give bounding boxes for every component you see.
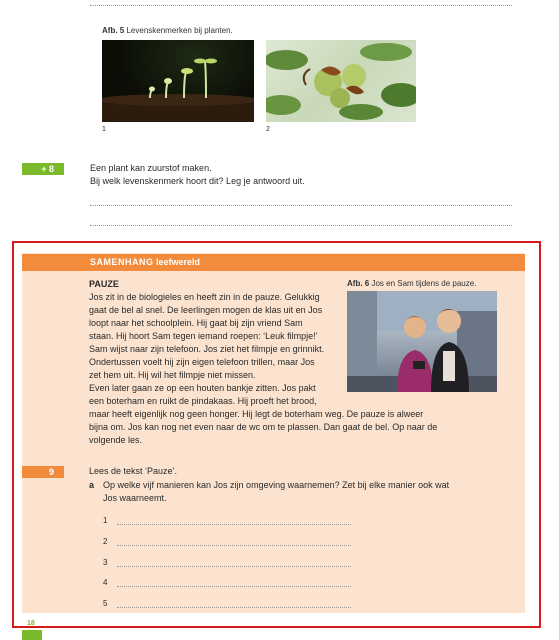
- question-9a-line2: Jos waarneemt.: [103, 493, 167, 503]
- question-9a-line1: Op welke vijf manieren kan Jos zijn omgeving waarnemen? Zet bij elke manier ook wat: [103, 480, 450, 490]
- answer-line[interactable]: [117, 586, 351, 587]
- answer-number: 4: [103, 578, 108, 587]
- question-8-badge: + 8: [22, 163, 64, 175]
- seedlings-photo: [102, 40, 254, 122]
- page-tab: [22, 630, 42, 640]
- plant-fruit-photo: [266, 40, 416, 122]
- figure5-caption-text: Levenskenmerken bij planten.: [126, 26, 233, 35]
- answer-line[interactable]: [90, 205, 512, 206]
- story-line: Even later gaan ze op een houten bankje zitten. Jos pakt: [89, 383, 316, 393]
- plant-fruit-illustration: [266, 40, 416, 122]
- answer-number: 5: [103, 599, 108, 608]
- answer-line[interactable]: [90, 225, 512, 226]
- question-8-line2: Bij welk levenskenmerk hoort dit? Leg je antwoord uit.: [90, 176, 305, 186]
- story-line: maar heeft eigenlijk nog geen honger. Hij legt de boterham weg. De pauze is alweer: [89, 409, 424, 419]
- story-line: loopt naar het schoolplein. Hij gaat bij zijn vriend Sam: [89, 318, 303, 328]
- question-8-line1: Een plant kan zuurstof maken.: [90, 163, 212, 173]
- story-line: Jos zit in de biologieles en heeft zin in de pauze. Gelukkig: [89, 292, 320, 302]
- answer-line: [90, 5, 512, 6]
- story-line: zet hem uit. Hij wil het filmpje niet missen.: [89, 370, 256, 380]
- figure6-caption-row: [347, 279, 476, 288]
- story-paragraph: [89, 291, 509, 447]
- answer-line[interactable]: [117, 545, 351, 546]
- seedlings-illustration: [102, 40, 254, 122]
- answer-line[interactable]: [117, 566, 351, 567]
- banner-subtitle: leefwereld: [156, 257, 201, 267]
- figure5-label: Afb. 5: [102, 26, 125, 35]
- story-line: een boterham en ruikt de pindakaas. Hij proeft het brood,: [89, 396, 317, 406]
- story-line: Sam wijst naar zijn telefoon. Jos ziet het filmpje en grinnikt.: [89, 344, 325, 354]
- samenhang-banner: [22, 254, 525, 271]
- photo1-number: 1: [102, 126, 106, 133]
- answer-line[interactable]: [117, 524, 351, 525]
- answer-number: 1: [103, 516, 108, 525]
- page-number: 18: [27, 620, 35, 627]
- story-line: staan. Hij hoort Sam tegen iemand roepen: ‘Leuk filmpje!’: [89, 331, 318, 341]
- figure6-caption-text: Jos en Sam tijdens de pauze.: [371, 279, 477, 288]
- story-line: bijna om. Jos kan nog net even naar de wc om te plassen. Dan gaat de bel. Op naar de: [89, 422, 438, 432]
- question-9a-letter: a: [89, 480, 95, 490]
- story-line: gaat de bel al snel. De leerlingen mogen de klas uit en Jos: [89, 305, 323, 315]
- answer-number: 3: [103, 558, 108, 567]
- answer-line[interactable]: [117, 607, 351, 608]
- question-9-intro: Lees de tekst ‘Pauze’.: [89, 466, 178, 476]
- figure5-caption: [102, 26, 233, 35]
- story-line: volgende les.: [89, 435, 143, 445]
- story-line: Ondertussen voelt hij zijn eigen telefoon trillen, maar Jos: [89, 357, 315, 367]
- figure6-label-text: Afb. 6: [347, 279, 370, 288]
- story-title: PAUZE: [89, 279, 119, 289]
- photo2-number: 2: [266, 126, 270, 133]
- answer-number: 2: [103, 537, 108, 546]
- question-9-badge: 9: [22, 466, 64, 478]
- banner-title: SAMENHANG: [90, 257, 154, 267]
